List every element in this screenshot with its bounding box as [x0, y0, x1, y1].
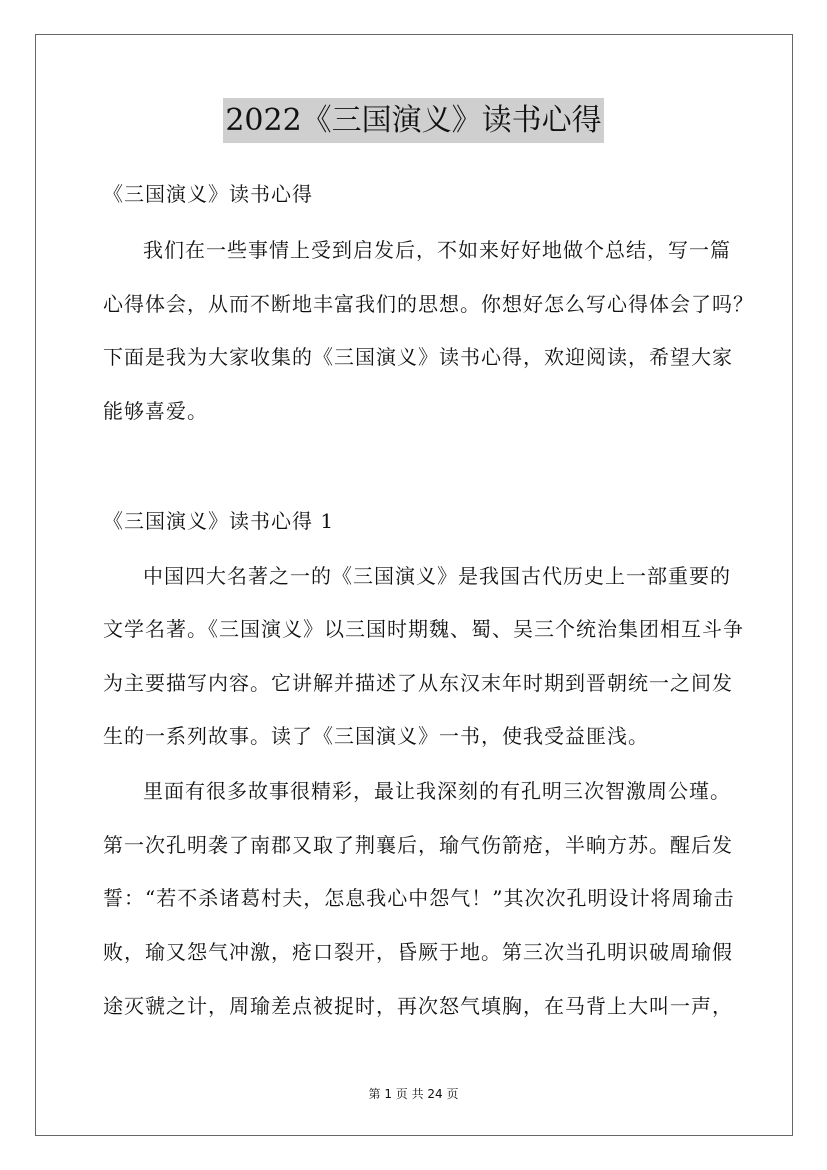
- intro-line: 能够喜爱。: [103, 399, 208, 423]
- intro-line: 我们在一些事情上受到启发后，不如来好好地做个总结，写一篇: [143, 238, 731, 262]
- paragraph-line: 第一次孔明袭了南郡又取了荆襄后，瑜气伤箭疮，半晌方苏。醒后发: [103, 833, 733, 857]
- paragraph-line: 中国四大名著之一的《三国演义》是我国古代历史上一部重要的: [143, 564, 731, 588]
- intro-line: 下面是我为大家收集的《三国演义》读书心得，欢迎阅读，希望大家: [103, 345, 733, 369]
- subtitle: 《三国演义》读书心得: [103, 182, 313, 206]
- paragraph-line: 为主要描写内容。它讲解并描述了从东汉末年时期到晋朝统一之间发: [103, 671, 733, 695]
- paragraph-line: 败，瑜又怨气冲激，疮口裂开，昏厥于地。第三次当孔明识破周瑜假: [103, 940, 733, 964]
- paragraph-line: 里面有很多故事很精彩，最让我深刻的有孔明三次智激周公瑾。: [143, 779, 731, 803]
- paragraph-line: 誓：“若不杀诸葛村夫，怎息我心中怨气！”其次次孔明设计将周瑜击: [103, 886, 735, 910]
- document-title: 2022《三国演义》读书心得: [223, 98, 603, 143]
- intro-line: 心得体会，从而不断地丰富我们的思想。你想好怎么写心得体会了吗？: [103, 292, 754, 316]
- paragraph-line: 生的一系列故事。读了《三国演义》一书，使我受益匪浅。: [103, 724, 649, 748]
- page-footer: 第 1 页 共 24 页: [368, 1087, 459, 1101]
- title-container: [0, 98, 827, 143]
- paragraph-line: 途灭虢之计，周瑜差点被捉时，再次怒气填胸，在马背上大叫一声，: [103, 994, 733, 1018]
- section-heading: 《三国演义》读书心得 1: [103, 509, 335, 533]
- paragraph-line: 文学名著。《三国演义》以三国时期魏、蜀、吴三个统治集团相互斗争: [103, 617, 744, 641]
